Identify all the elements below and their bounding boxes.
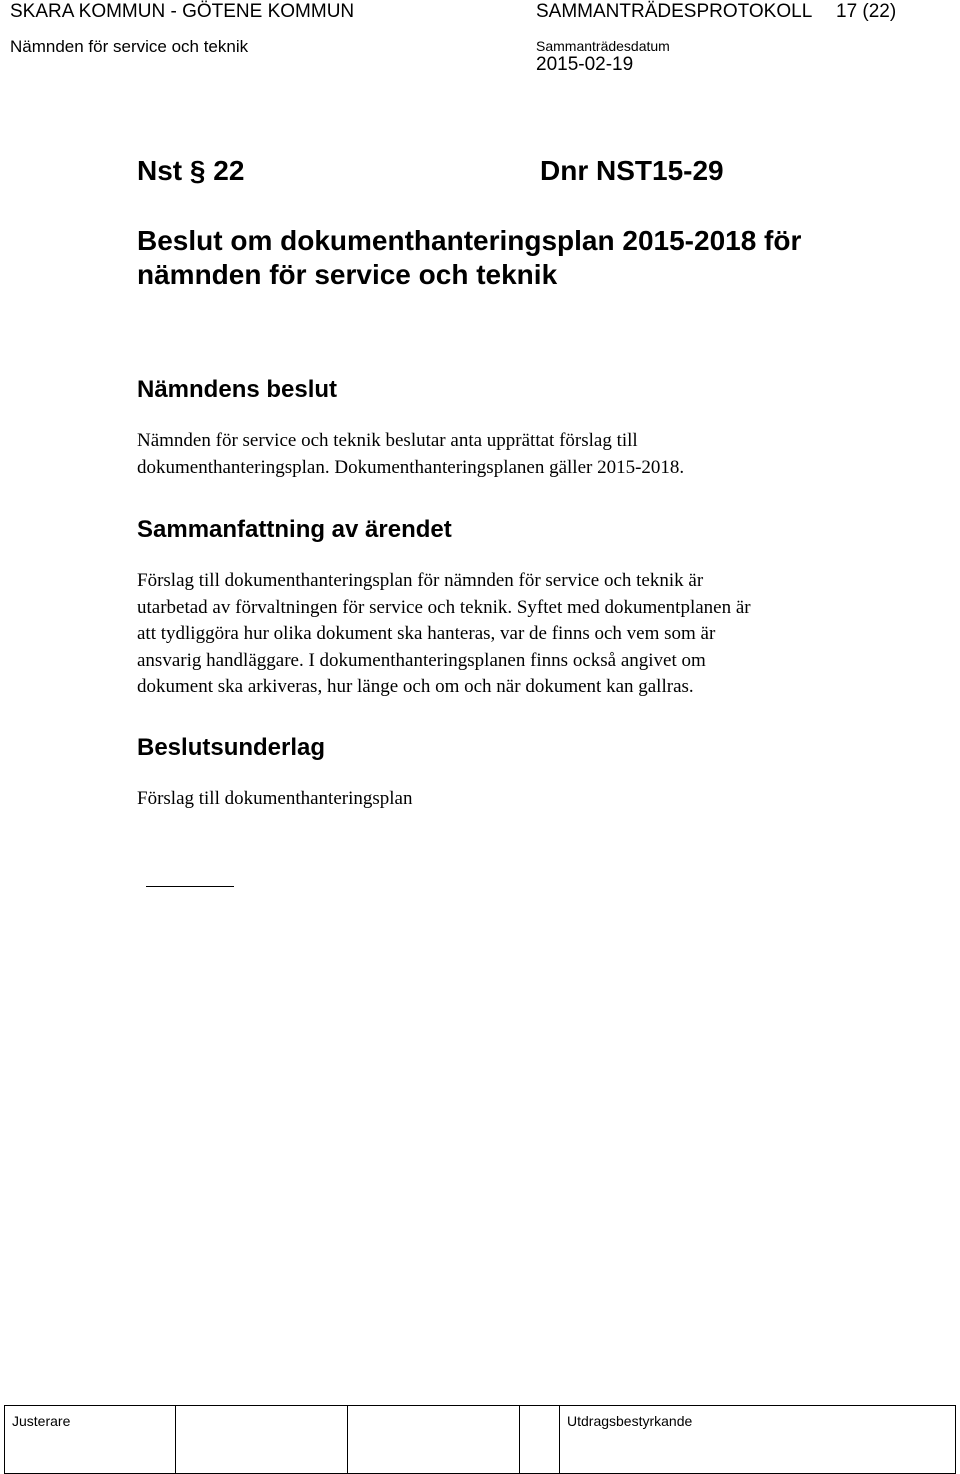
signature-footer-table (4, 1405, 956, 1474)
case-title (137, 224, 801, 292)
footer-signature-cell (176, 1406, 348, 1474)
body-line: dokumenthanteringsplan. Dokumenthanteringsplanen gäller 2015-2018. (137, 456, 685, 478)
body-line: Förslag till dokumenthanteringsplan för nämnden för service och teknik är (137, 570, 704, 591)
section-body-summary (137, 568, 751, 701)
footer-signature-cell (348, 1406, 520, 1474)
diary-number: Dnr NST15-29 (540, 155, 724, 186)
footer-spacer-cell (520, 1406, 560, 1474)
header-organization: SKARA KOMMUN - GÖTENE KOMMUN (10, 1, 355, 22)
paragraph-number: Nst § 22 (137, 155, 245, 186)
header-board-name: Nämnden för service och teknik (10, 37, 249, 56)
header-page-number: 17 (22) (836, 1, 897, 22)
body-line: utarbetad av förvaltningen för service och teknik. Syftet med dokumentplanen är (137, 596, 751, 618)
body-line: dokument ska arkiveras, hur länge och om och när dokument kan gallras. (137, 676, 694, 697)
section-body-decision (137, 428, 684, 481)
header-protocol-title: SAMMANTRÄDESPROTOKOLL (536, 1, 813, 22)
body-line: Nämnden för service och teknik beslutar anta upprättat förslag till (137, 430, 638, 451)
body-line: att tydliggöra hur olika dokument ska hanteras, var de finns och vem som är (137, 623, 716, 644)
footer-cell-justerare (5, 1406, 176, 1474)
header-meeting-date: 2015-02-19 (536, 54, 634, 75)
section-body-basis (137, 786, 412, 813)
section-heading-summary: Sammanfattning av ärendet (137, 516, 452, 543)
footer-cell-utdrag (560, 1406, 956, 1474)
section-heading-basis: Beslutsunderlag (137, 734, 326, 761)
footer-label-justerare: Justerare (12, 1413, 71, 1429)
case-title-line: nämnden för service och teknik (137, 259, 558, 290)
end-of-paragraph-rule (146, 886, 234, 887)
body-line: ansvarig handläggare. I dokumenthanteringsplanen finns också angivet om (137, 649, 706, 671)
body-line: Förslag till dokumenthanteringsplan (137, 788, 413, 809)
header-date-label: Sammanträdesdatum (536, 38, 670, 54)
footer-label-utdrag: Utdragsbestyrkande (567, 1413, 693, 1429)
case-title-line: Beslut om dokumenthanteringsplan 2015-2018 för (137, 225, 802, 256)
section-heading-decision: Nämndens beslut (137, 376, 338, 403)
